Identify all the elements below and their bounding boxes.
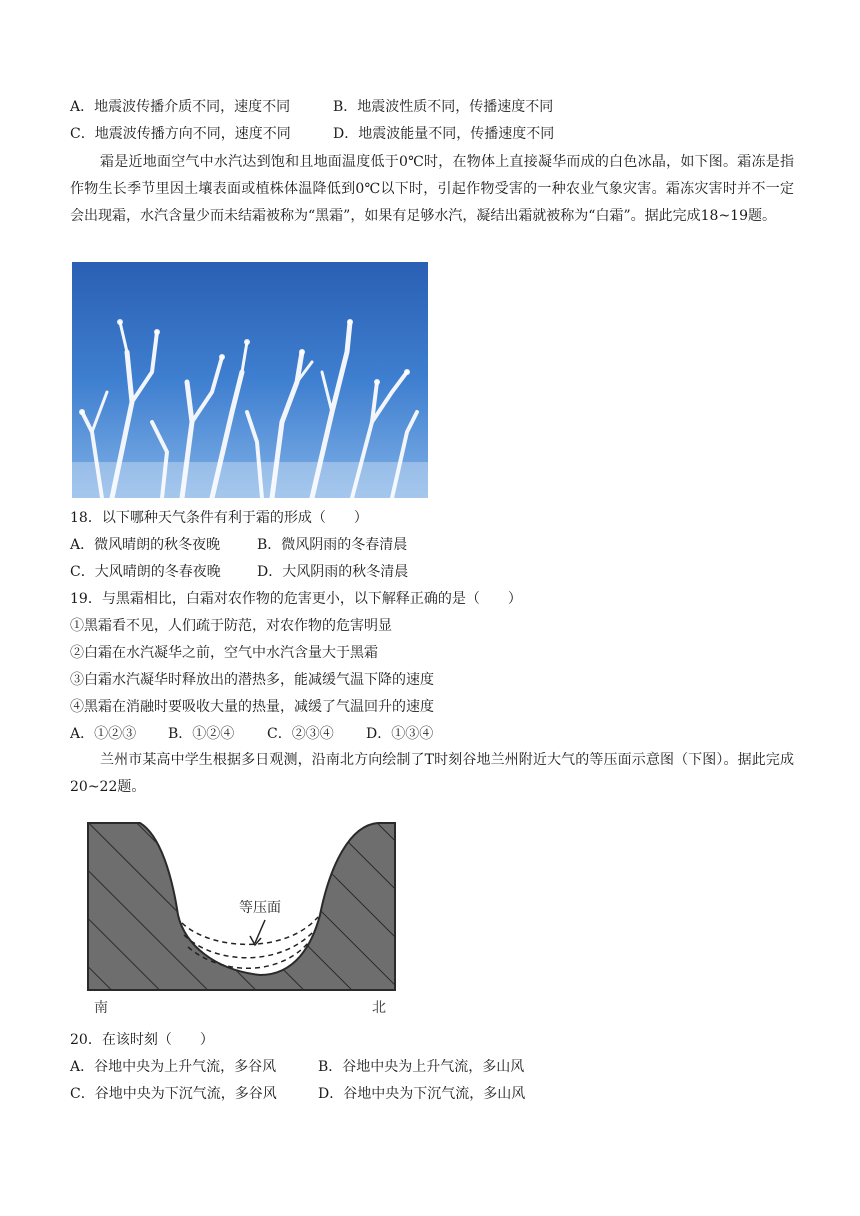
- q17-option-a: A．地震波传播介质不同，速度不同: [70, 99, 291, 115]
- q20-option-c: C．谷地中央为下沉气流，多谷风: [70, 1086, 277, 1102]
- q18-option-a: A．微风晴朗的秋冬夜晚: [70, 537, 221, 553]
- isobar-label: 等压面: [239, 899, 281, 915]
- q18-stem: 18．以下哪种天气条件有利于霜的形成（ ）: [70, 510, 368, 526]
- south-label: 南: [94, 999, 108, 1015]
- q19-stem: 19．与黑霜相比，白霜对农作物的危害更小，以下解释正确的是（ ）: [70, 591, 522, 607]
- q17-option-d: D．地震波能量不同，传播速度不同: [333, 126, 555, 142]
- valley-isobar-diagram: [80, 815, 410, 1020]
- north-label: 北: [372, 999, 386, 1015]
- q18-option-d: D．大风阴雨的秋冬清晨: [257, 564, 409, 580]
- frost-tree-photo: [72, 262, 428, 498]
- q19-statement-1: ①黑霜看不见，人们疏于防范，对农作物的危害明显: [70, 618, 392, 634]
- q20-stem: 20．在该时刻（ ）: [70, 1032, 214, 1048]
- q18-option-b: B．微风阴雨的冬春清晨: [257, 537, 408, 553]
- frost-intro-paragraph: 霜是近地面空气中水汽达到饱和且地面温度低于0℃时，在物体上直接凝华而成的白色冰晶，如下图。霜冻是指作物生长季节里因土壤表面或植株体温降低到0℃以下时，引起作物受害的一种农业气象灾害。霜冻灾害时并不一定会出现霜，水汽含量少而未结霜被称为“黑霜”，如果有足够水汽，凝结出霜就被称为“白霜”。据此完成18~19题。: [70, 154, 794, 224]
- q17-option-b: B．地震波性质不同，传播速度不同: [333, 99, 554, 115]
- q19-option-d: D．①③④: [366, 726, 434, 742]
- q19-option-c: C．②③④: [267, 726, 334, 742]
- q18-option-c: C．大风晴朗的冬春夜晚: [70, 564, 221, 580]
- q19-statement-4: ④黑霜在消融时要吸收大量的热量，减缓了气温回升的速度: [70, 699, 434, 715]
- q19-option-b: B．①②④: [168, 726, 235, 742]
- q20-option-d: D．谷地中央为下沉气流，多山风: [318, 1086, 526, 1102]
- q20-option-a: A．谷地中央为上升气流，多谷风: [70, 1059, 277, 1075]
- lanzhou-intro-paragraph: 兰州市某高中学生根据多日观测，沿南北方向绘制了T时刻谷地兰州附近大气的等压面示意图（下图）。据此完成20~22题。: [70, 752, 794, 795]
- q20-option-b: B．谷地中央为上升气流，多山风: [318, 1059, 525, 1075]
- q19-statement-2: ②白霜在水汽凝华之前，空气中水汽含量大于黑霜: [70, 645, 378, 661]
- q19-option-a: A．①②③: [70, 726, 137, 742]
- q19-statement-3: ③白霜水汽凝华时释放出的潜热多，能减缓气温下降的速度: [70, 672, 434, 688]
- q17-option-c: C．地震波传播方向不同，速度不同: [70, 126, 291, 142]
